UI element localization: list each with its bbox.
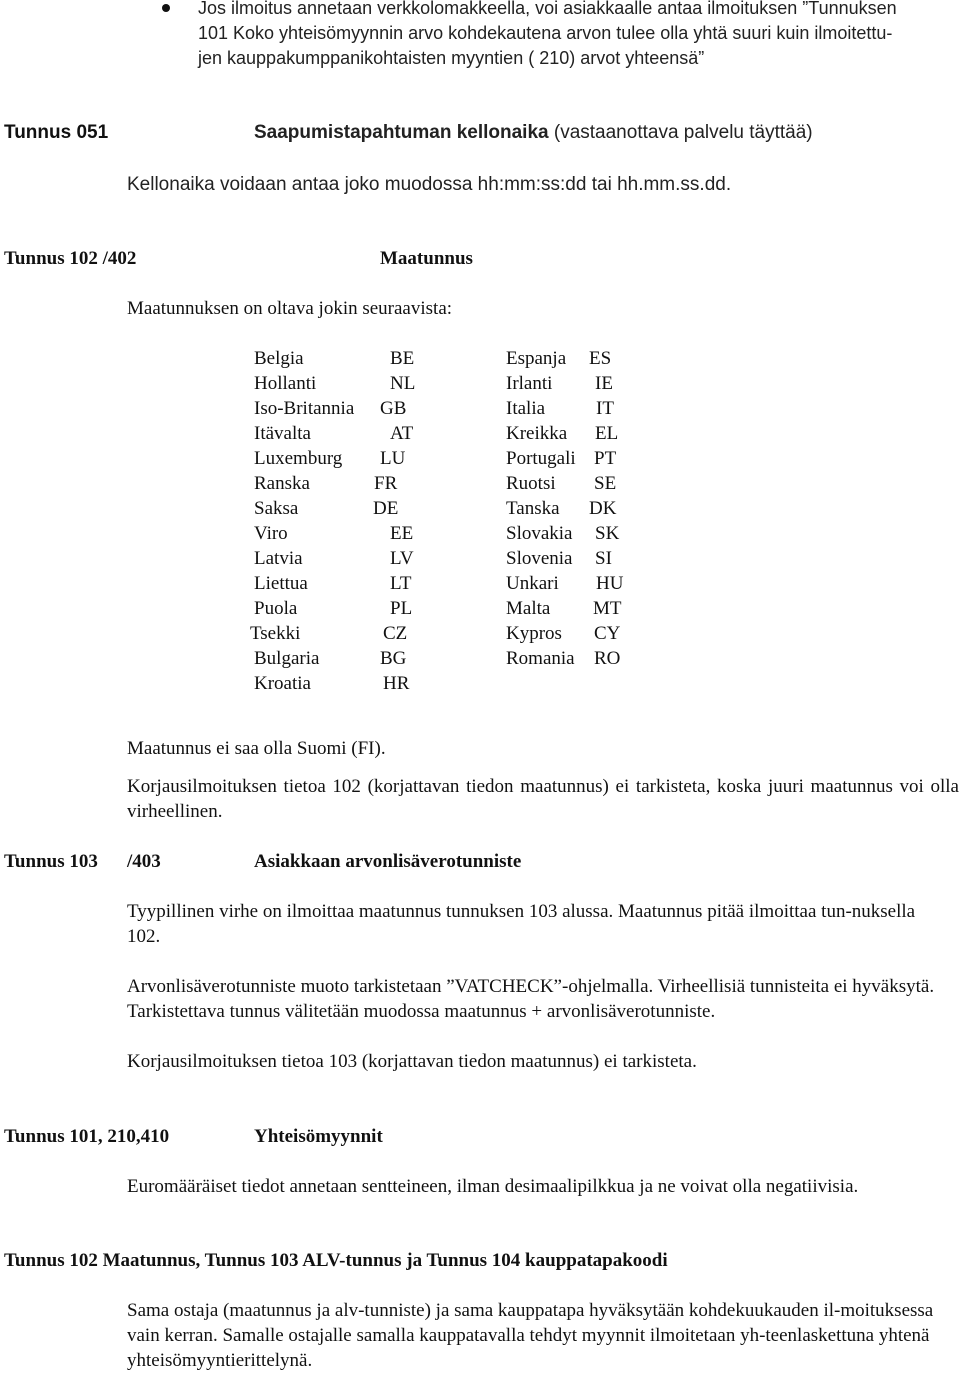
t102-note1: Maatunnus ei saa olla Suomi (FI). bbox=[127, 738, 386, 759]
country-code: PL bbox=[390, 598, 413, 619]
t102-intro: Maatunnuksen on oltava jokin seuraavista: bbox=[127, 298, 453, 319]
country-name: Irlanti bbox=[506, 373, 553, 394]
bullet-dot bbox=[162, 4, 170, 12]
country-name: Romania bbox=[506, 648, 575, 669]
country-code: NL bbox=[390, 373, 416, 394]
country-name: Luxemburg bbox=[254, 448, 343, 469]
country-name: Slovenia bbox=[506, 548, 573, 569]
country-name: Kroatia bbox=[254, 673, 311, 694]
country-code: MT bbox=[593, 598, 622, 619]
country-name: Slovakia bbox=[506, 523, 573, 544]
country-name: Hollanti bbox=[254, 373, 317, 394]
country-name: Liettua bbox=[254, 573, 308, 594]
country-name: Espanja bbox=[506, 348, 567, 369]
t102-code: Tunnus 102 /402 bbox=[4, 248, 137, 269]
t102-note2: Korjausilmoituksen tietoa 102 (korjattavan tiedon maatunnus) ei tarkisteta, koska juuri maatunnus voi olla virheellinen. bbox=[127, 776, 959, 822]
t051-title-bold: Saapumistapahtuman kellonaika bbox=[254, 122, 549, 143]
country-code: IE bbox=[595, 373, 613, 394]
country-code: LT bbox=[390, 573, 412, 594]
country-name: Puola bbox=[254, 598, 298, 619]
t103-code2: /403 bbox=[127, 851, 161, 872]
country-code: AT bbox=[390, 423, 414, 444]
country-name: Kypros bbox=[506, 623, 562, 644]
country-code: RO bbox=[594, 648, 621, 669]
country-code: DE bbox=[373, 498, 399, 519]
t103-p3: Korjausilmoituksen tietoa 103 (korjattavan tiedon maatunnus) ei tarkisteta. bbox=[127, 1051, 697, 1072]
country-name: Iso-Britannia bbox=[254, 398, 355, 419]
country-name: Saksa bbox=[254, 498, 299, 519]
country-code: SI bbox=[595, 548, 612, 569]
country-name: Tsekki bbox=[250, 623, 301, 644]
country-name: Italia bbox=[506, 398, 546, 419]
country-name: Itävalta bbox=[254, 423, 311, 444]
t103-p1: Tyypillinen virhe on ilmoittaa maatunnus tunnuksen 103 alussa. Maatunnus pitää ilmoittaa tun-nuksella 102. bbox=[127, 901, 916, 947]
country-name: Portugali bbox=[506, 448, 576, 469]
bullet-line: Jos ilmoitus annetaan verkkolomakkeella, voi asiakkaalle antaa ilmoituksen ”Tunnuksen bbox=[198, 0, 897, 18]
country-code: CZ bbox=[383, 623, 408, 644]
bullet-line: jen kauppakumppanikohtaisten myyntien ( 210) arvot yhteensä” bbox=[198, 48, 705, 68]
country-name: Tanska bbox=[506, 498, 560, 519]
country-code: HU bbox=[596, 573, 624, 594]
bullet-line: 101 Koko yhteisömyynnin arvo kohdekautena arvon tulee olla yhtä suuri kuin ilmoitettu- bbox=[198, 23, 893, 43]
t103-title: Asiakkaan arvonlisäverotunniste bbox=[254, 851, 522, 872]
country-code: IT bbox=[596, 398, 614, 419]
t051-text: Kellonaika voidaan antaa joko muodossa hh:mm:ss:dd tai hh.mm.ss.dd. bbox=[127, 174, 732, 195]
country-code: LU bbox=[380, 448, 406, 469]
country-code: SE bbox=[594, 473, 617, 494]
t101-code: Tunnus 101, 210,410 bbox=[4, 1126, 170, 1147]
country-name: Ruotsi bbox=[506, 473, 556, 494]
t051-title bbox=[254, 120, 813, 145]
country-name: Malta bbox=[506, 598, 551, 619]
t051-title-note: (vastaanottava palvelu täyttää) bbox=[553, 122, 813, 143]
t102-title: Maatunnus bbox=[380, 248, 473, 269]
t102b-heading: Tunnus 102 Maatunnus, Tunnus 103 ALV-tunnus ja Tunnus 104 kauppatapakoodi bbox=[4, 1250, 668, 1271]
country-name: Kreikka bbox=[506, 423, 568, 444]
country-code: CY bbox=[594, 623, 621, 644]
country-name: Latvia bbox=[254, 548, 303, 569]
t103-code: Tunnus 103 bbox=[4, 851, 98, 872]
country-name: Ranska bbox=[254, 473, 310, 494]
bullet-paragraph bbox=[198, 0, 897, 71]
country-code: FR bbox=[374, 473, 398, 494]
country-code: EL bbox=[595, 423, 619, 444]
t102b-text: Sama ostaja (maatunnus ja alv-tunniste) ja sama kauppatapa hyväksytään kohdekuukauden il-moituksessa vain kerran. Samalle ostajalle samalla kauppatavalla tehdyt myynnit ilmoitetaan yh-teenlaskettuna yhtenä yhteisömyyntierittelynä. bbox=[127, 1300, 934, 1371]
country-code: HR bbox=[383, 673, 410, 694]
t101-text: Euromääräiset tiedot annetaan sentteineen, ilman desimaalipilkkua ja ne voivat olla negatiivisia. bbox=[127, 1176, 859, 1197]
t051-code: Tunnus 051 bbox=[4, 122, 109, 143]
t101-title: Yhteisömyynnit bbox=[254, 1126, 383, 1147]
t103-p2: Arvonlisäverotunniste muoto tarkistetaan ”VATCHECK”-ohjelmalla. Virheellisiä tunnisteita ei hyväksytä. Tarkistettava tunnus välitetään muodossa maatunnus + arvonlisäverotunniste. bbox=[127, 976, 935, 1022]
country-code: DK bbox=[589, 498, 617, 519]
country-name: Unkari bbox=[506, 573, 559, 594]
country-code: BG bbox=[380, 648, 407, 669]
country-code: GB bbox=[380, 398, 407, 419]
country-name: Belgia bbox=[254, 348, 304, 369]
country-code: BE bbox=[390, 348, 415, 369]
country-code: SK bbox=[595, 523, 620, 544]
country-code: LV bbox=[390, 548, 414, 569]
country-name: Viro bbox=[254, 523, 288, 544]
country-code: ES bbox=[589, 348, 612, 369]
country-code: EE bbox=[390, 523, 414, 544]
country-name: Bulgaria bbox=[254, 648, 320, 669]
country-code: PT bbox=[594, 448, 617, 469]
